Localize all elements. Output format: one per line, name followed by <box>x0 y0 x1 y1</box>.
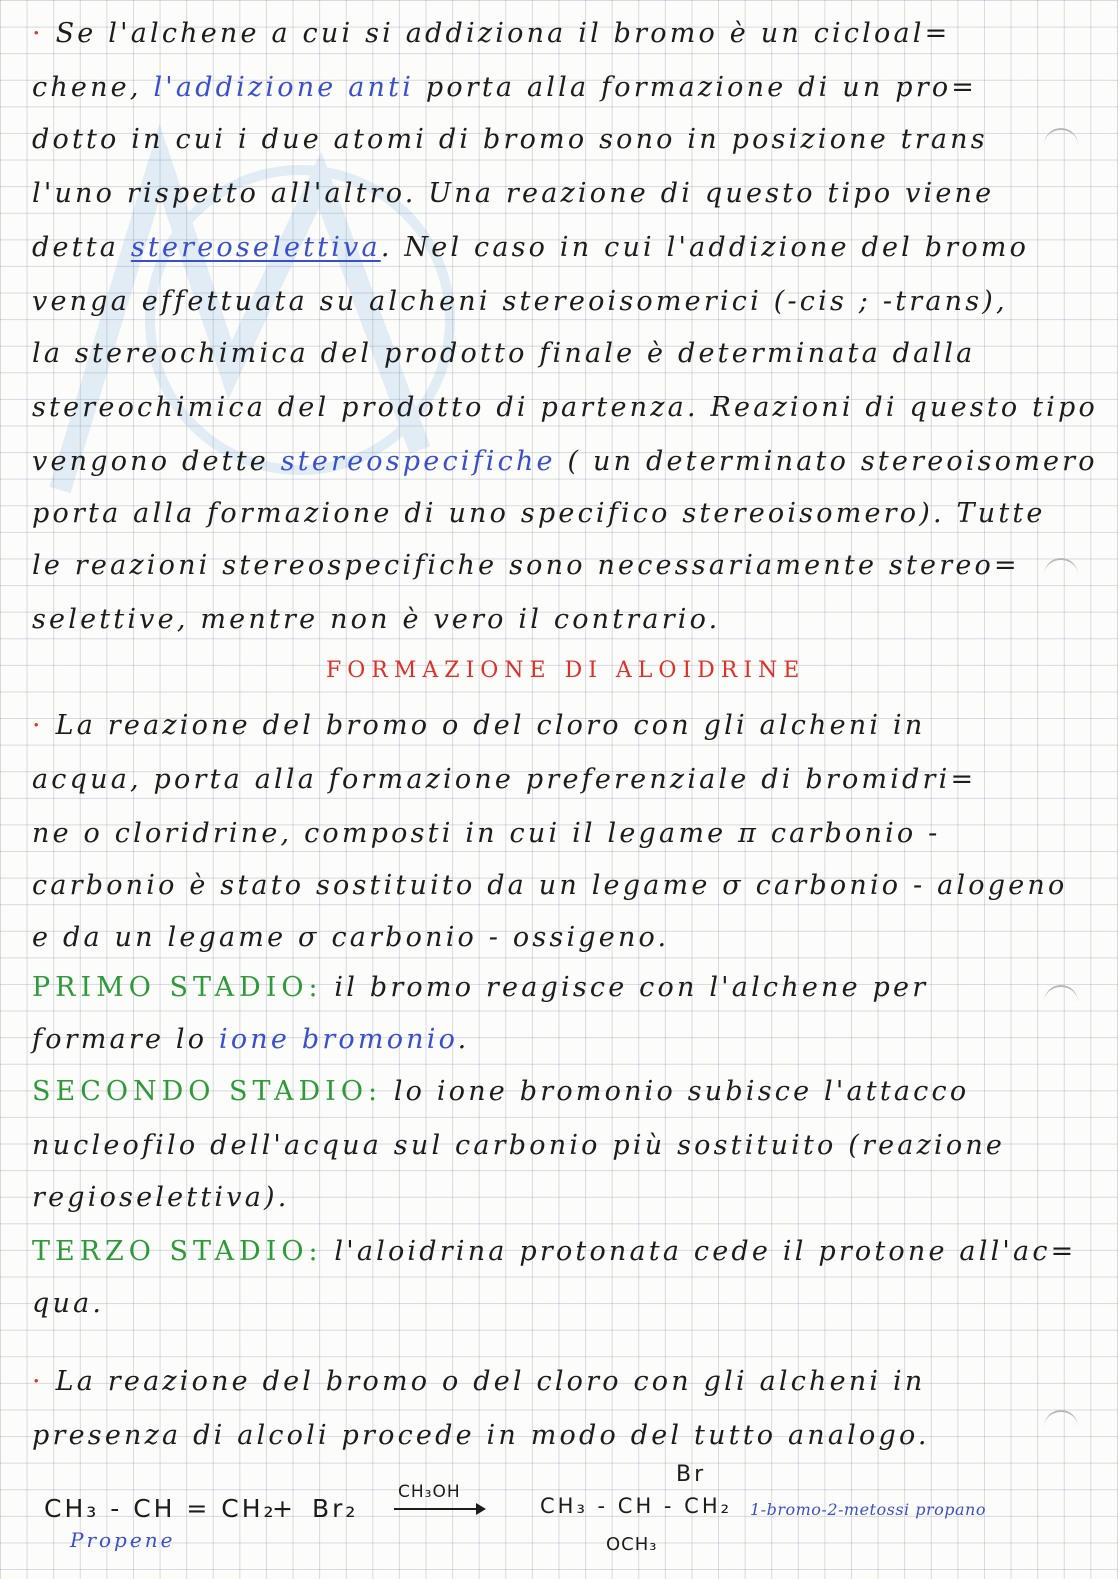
binder-hole <box>1044 128 1078 152</box>
reagent-formula: Br₂ <box>312 1494 359 1523</box>
stage-line: formare lo ione bromonio. <box>32 1024 470 1055</box>
stage-label: SECONDO STADIO: <box>32 1076 383 1107</box>
section-title: FORMAZIONE DI ALOIDRINE <box>326 658 806 683</box>
stage-line: nucleofilo dell'acqua sul carbonio più sostituito (reazione <box>32 1130 1006 1161</box>
text-line: dotto in cui i due atomi di bromo sono in posizione trans <box>32 124 988 155</box>
binder-hole <box>1044 1410 1078 1434</box>
reactant-name: Propene <box>70 1528 176 1552</box>
stage-line: PRIMO STADIO: il bromo reagisce con l'alchene per <box>32 972 929 1003</box>
text-line: ne o cloridrine, composti in cui il legame π carbonio - <box>32 818 941 849</box>
stage-line: qua. <box>32 1288 105 1319</box>
text-line: le reazioni stereospecifiche sono necessariamente stereo= <box>32 550 1020 581</box>
text-line: presenza di alcoli procede in modo del tutto analogo. <box>32 1420 930 1451</box>
text-line: acqua, porta alla formazione preferenziale di bromidri= <box>32 764 977 795</box>
text-line: venga effettuata su alcheni stereoisomerici (-cis ; -trans), <box>32 286 1008 317</box>
product-name: 1-bromo-2-metossi propano <box>750 1500 986 1519</box>
highlight-term: stereospecifiche <box>280 446 556 477</box>
text-line: detta stereoselettiva. Nel caso in cui l'addizione del bromo <box>32 232 1030 263</box>
text-line: l'uno rispetto all'altro. Una reazione di questo tipo viene <box>32 178 995 209</box>
stage-line: SECONDO STADIO: lo ione bromonio subisce l'attacco <box>32 1076 970 1107</box>
text-line: chene, l'addizione anti porta alla formazione di un pro= <box>32 72 978 103</box>
stage-line: regioselettiva). <box>32 1182 290 1213</box>
text-line: · La reazione del bromo o del cloro con gli alcheni in <box>32 1366 926 1397</box>
product-formula: CH₃ - CH - CH₂ <box>540 1494 733 1518</box>
stage-line: TERZO STADIO: l'aloidrina protonata cede il protone all'ac= <box>32 1236 1077 1267</box>
highlight-term: ione bromonio <box>219 1024 458 1055</box>
text-line: selettive, mentre non è vero il contrario. <box>32 604 721 635</box>
reaction-arrow-icon <box>392 1502 488 1516</box>
highlight-term: l'addizione anti <box>153 72 415 103</box>
text-line: la stereochimica del prodotto finale è determinata dalla <box>32 338 976 369</box>
stage-label: PRIMO STADIO: <box>32 972 323 1003</box>
binder-hole <box>1044 558 1078 582</box>
text-line: carbonio è stato sostituito da un legame σ carbonio - alogeno <box>32 870 1068 901</box>
text-line: vengono dette stereospecifiche ( un determinato stereoisomero <box>32 446 1098 477</box>
reaction-condition: CH₃OH <box>398 1482 461 1502</box>
binder-hole <box>1044 985 1078 1009</box>
text-line: e da un legame σ carbonio - ossigeno. <box>32 922 670 953</box>
text-line: stereochimica del prodotto di partenza. Reazioni di questo tipo <box>32 392 1098 423</box>
product-substituent-top: Br <box>676 1462 707 1487</box>
highlight-term: stereoselettiva <box>130 232 381 263</box>
reactant-formula: CH₃ - CH = CH₂ <box>44 1494 277 1523</box>
text-line: · La reazione del bromo o del cloro con gli alcheni in <box>32 710 926 741</box>
text-line: · Se l'alchene a cui si addiziona il bromo è un cicloal= <box>32 18 951 49</box>
stage-label: TERZO STADIO: <box>32 1236 323 1267</box>
product-substituent-bottom: OCH₃ <box>606 1534 658 1555</box>
plus-sign: + <box>272 1494 296 1523</box>
text-line: porta alla formazione di uno specifico stereoisomero). Tutte <box>32 498 1046 529</box>
